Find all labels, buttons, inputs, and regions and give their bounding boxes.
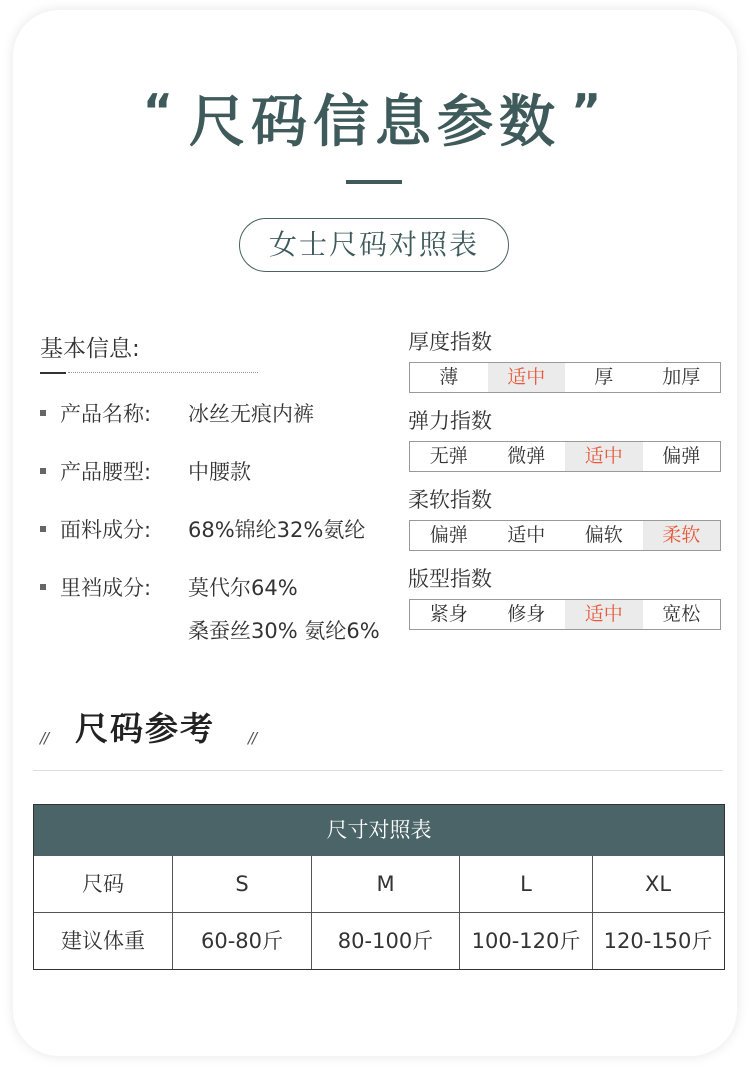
elasticity-index-scale bbox=[409, 441, 721, 472]
quote-right: ” bbox=[571, 84, 608, 138]
index-option: 修身 bbox=[507, 603, 546, 625]
subtitle-pill: 女士尺码对照表 bbox=[239, 218, 509, 272]
info-label: 里裆成分: bbox=[60, 576, 152, 600]
fit-index-scale bbox=[409, 599, 721, 630]
slash-left: // bbox=[40, 729, 49, 747]
index-option: 加厚 bbox=[662, 366, 701, 388]
info-value: 冰丝无痕内裤 bbox=[188, 402, 314, 426]
quote-left: “ bbox=[142, 84, 179, 138]
index-option: 适中 bbox=[565, 442, 643, 471]
table-cell: 80-100斤 bbox=[312, 913, 460, 969]
basic-info-underline bbox=[40, 372, 66, 374]
info-value: 莫代尔64% bbox=[188, 576, 298, 600]
table-cell: 60-80斤 bbox=[173, 913, 312, 969]
slash-right: // bbox=[248, 729, 257, 747]
bullet-icon bbox=[40, 410, 46, 416]
index-option: 柔软 bbox=[643, 521, 721, 550]
table-cell: L bbox=[460, 856, 593, 912]
index-option: 微弹 bbox=[507, 445, 546, 467]
thickness-index-title: 厚度指数 bbox=[408, 330, 492, 354]
table-cell: 尺码 bbox=[34, 856, 173, 912]
title-text: 尺码信息参数 bbox=[189, 90, 561, 155]
index-option: 厚 bbox=[594, 366, 614, 388]
index-option: 薄 bbox=[439, 366, 459, 388]
basic-info-dotted-line bbox=[68, 372, 258, 373]
size-table bbox=[33, 804, 725, 970]
table-cell: 建议体重 bbox=[34, 913, 173, 969]
section-heading-text: 尺码参考 bbox=[75, 709, 215, 748]
section-divider bbox=[33, 770, 723, 771]
info-value: 中腰款 bbox=[188, 460, 251, 484]
table-row bbox=[34, 856, 724, 912]
info-label: 面料成分: bbox=[60, 518, 152, 542]
index-option: 无弹 bbox=[429, 445, 468, 467]
index-option: 适中 bbox=[488, 363, 566, 392]
bullet-icon bbox=[40, 468, 46, 474]
size-table-caption: 尺寸对照表 bbox=[34, 805, 724, 856]
info-label: 产品腰型: bbox=[60, 460, 152, 484]
info-value: 68%锦纶32%氨纶 bbox=[188, 518, 366, 542]
index-option: 适中 bbox=[507, 524, 546, 546]
bullet-icon bbox=[40, 526, 46, 532]
info-extra-line: 桑蚕丝30% 氨纶6% bbox=[188, 619, 380, 643]
page-title bbox=[0, 78, 750, 158]
softness-index-scale bbox=[409, 520, 721, 551]
basic-info-heading: 基本信息: bbox=[40, 336, 140, 362]
title-divider bbox=[346, 180, 402, 184]
bullet-icon bbox=[40, 584, 46, 590]
index-option: 宽松 bbox=[662, 603, 701, 625]
fit-index-title: 版型指数 bbox=[408, 567, 492, 591]
index-option: 紧身 bbox=[429, 603, 468, 625]
index-option: 偏弹 bbox=[662, 445, 701, 467]
index-option: 偏软 bbox=[584, 524, 623, 546]
table-cell: 120-150斤 bbox=[603, 929, 713, 953]
softness-index-title: 柔软指数 bbox=[408, 488, 492, 512]
elasticity-index-title: 弹力指数 bbox=[408, 409, 492, 433]
table-cell: M bbox=[312, 856, 460, 912]
table-row bbox=[34, 912, 724, 969]
info-label: 产品名称: bbox=[60, 402, 152, 426]
index-option: 适中 bbox=[565, 600, 643, 629]
table-cell: XL bbox=[644, 872, 672, 896]
table-cell: 100-120斤 bbox=[460, 913, 593, 969]
table-cell: S bbox=[173, 856, 312, 912]
index-option: 偏弹 bbox=[429, 524, 468, 546]
thickness-index-scale bbox=[409, 362, 721, 393]
